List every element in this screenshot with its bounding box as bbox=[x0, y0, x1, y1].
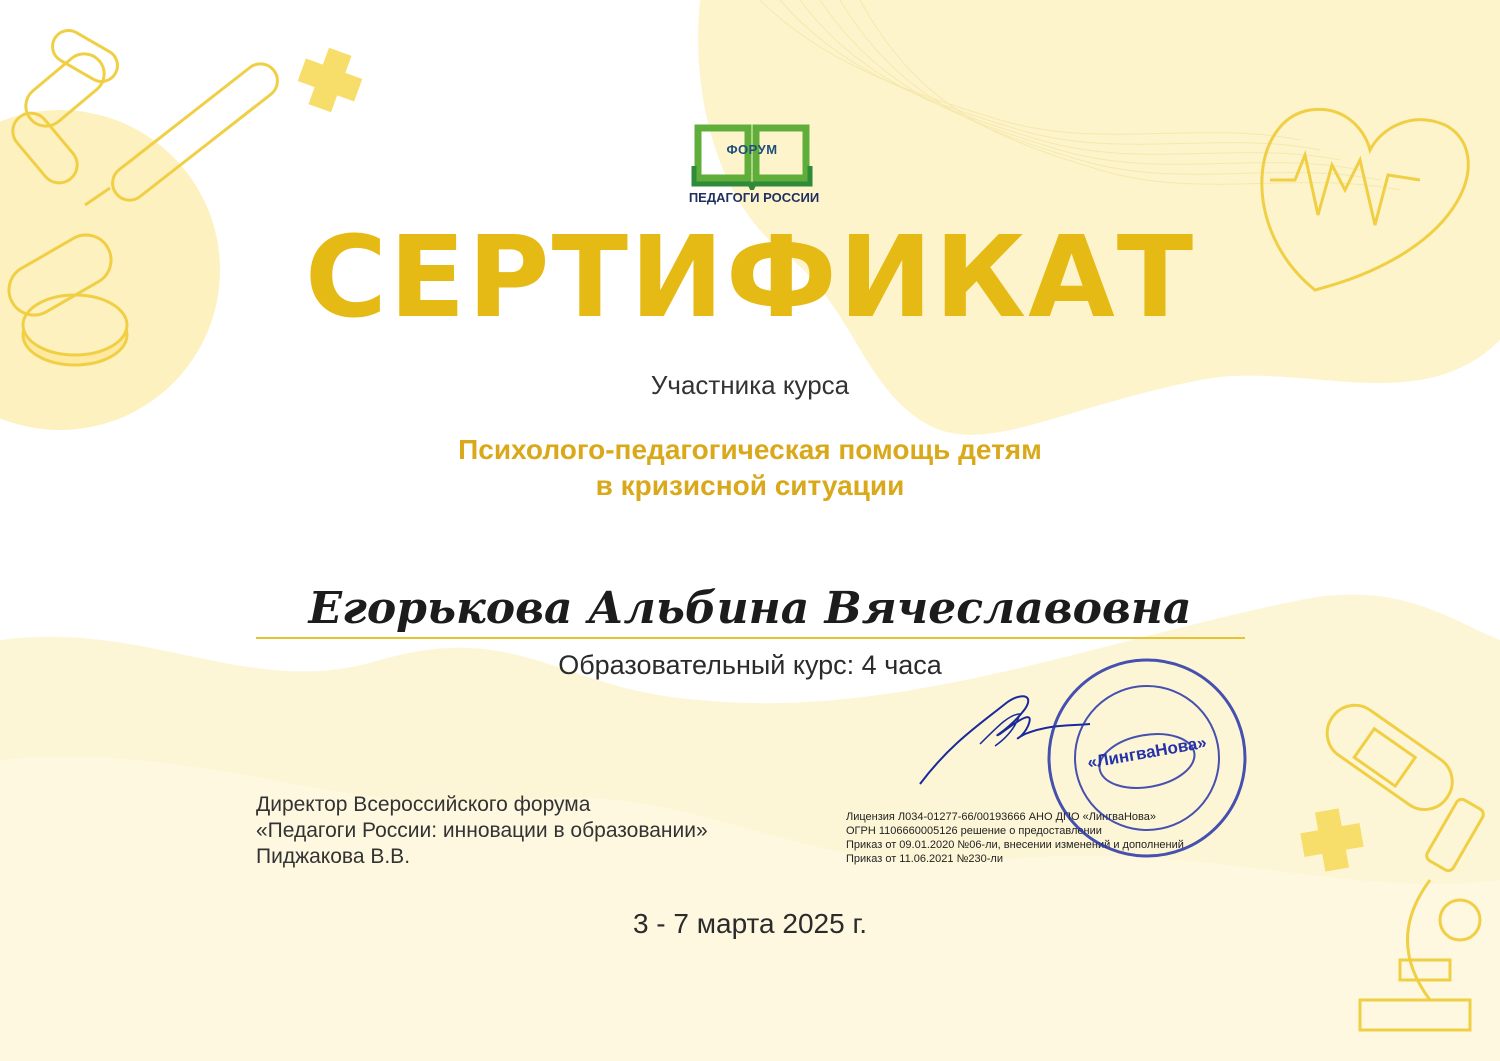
logo-pedagogi-text: ПЕДАГОГИ РОССИИ bbox=[688, 190, 820, 205]
license-line-1: Лицензия Л034-01277-66/00193666 АНО ДПО «ЛингваНова» bbox=[846, 811, 1156, 823]
course-title-line-1: Психолого-педагогическая помощь детям bbox=[458, 434, 1042, 465]
logo-forum-text: ФОРУМ bbox=[726, 142, 778, 157]
recipient-name: Егорькова Альбина Вячеславовна bbox=[308, 583, 1192, 634]
license-line-2: ОГРН 1106660005126 решение о предоставлении bbox=[846, 825, 1102, 837]
stamp-center-text: «ЛингваНова» bbox=[1085, 732, 1208, 773]
course-title-line-2: в кризисной ситуации bbox=[595, 470, 905, 501]
director-line-2: «Педагоги России: инновации в образовании» bbox=[256, 819, 708, 842]
forum-logo bbox=[688, 120, 828, 210]
course-title bbox=[0, 432, 1500, 504]
director-block bbox=[256, 792, 708, 870]
director-name: Пиджакова В.В. bbox=[256, 845, 411, 868]
course-date: 3 - 7 марта 2025 г. bbox=[632, 908, 868, 939]
director-line-1: Директор Всероссийского форума bbox=[256, 793, 591, 816]
certificate-title: СЕРТИФИКАТ bbox=[304, 213, 1196, 343]
certificate-subtitle: Участника курса bbox=[650, 370, 850, 400]
name-underline bbox=[256, 637, 1245, 639]
official-stamp bbox=[1042, 653, 1252, 863]
course-hours: Образовательный курс: 4 часа bbox=[558, 650, 942, 680]
license-line-4: Приказ от 11.06.2021 №230-ли bbox=[846, 853, 1003, 865]
license-line-3: Приказ от 09.01.2020 №06-ли, внесении изменений и дополнений bbox=[846, 839, 1184, 851]
